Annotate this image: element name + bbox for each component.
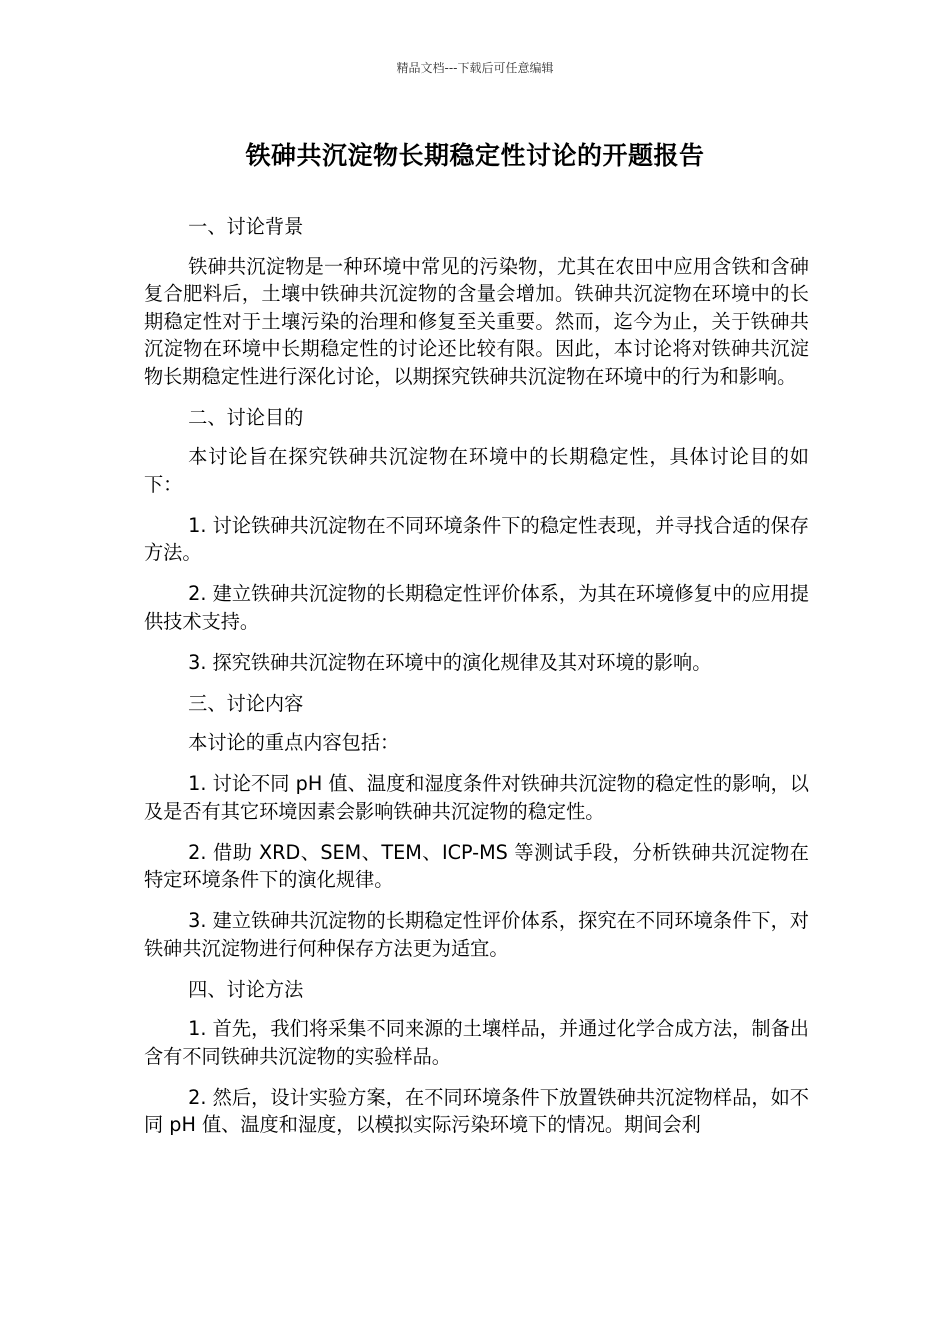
document-title: 铁砷共沉淀物长期稳定性讨论的开题报告 <box>245 141 705 170</box>
list-item-purpose-3: 3. 探究铁砷共沉淀物在环境中的演化规律及其对环境的影响。 <box>188 650 712 674</box>
list-item-purpose-1: 1. 讨论铁砷共沉淀物在不同环境条件下的稳定性表现，并寻找合适的保存方法。 <box>144 513 809 564</box>
section-heading-background: 一、讨论背景 <box>188 215 304 238</box>
list-item-content-2: 2. 借助 XRD、SEM、TEM、ICP-MS 等测试手段，分析铁砷共沉淀物在特定环境条件下的演化规律。 <box>144 840 809 891</box>
paragraph-content-intro: 本讨论的重点内容包括： <box>188 731 400 754</box>
header-note: 精品文档---下载后可任意编辑 <box>396 61 554 75</box>
list-item-method-1: 1. 首先，我们将采集不同来源的土壤样品，并通过化学合成方法，制备出含有不同铁砷共沉淀物的实验样品。 <box>144 1017 809 1068</box>
list-item-content-1: 1. 讨论不同 pH 值、温度和湿度条件对铁砷共沉淀物的稳定性的影响，以及是否有其它环境因素会影响铁砷共沉淀物的稳定性。 <box>144 772 809 823</box>
section-heading-method: 四、讨论方法 <box>188 977 304 1001</box>
list-item-method-2: 2. 然后，设计实验方案，在不同环境条件下放置铁砷共沉淀物样品，如不同 pH 值、温度和湿度，以模拟实际污染环境下的情况。期间会利 <box>144 1085 809 1136</box>
section-heading-content: 三、讨论内容 <box>188 691 304 715</box>
paragraph-background: 铁砷共沉淀物是一种环境中常见的污染物，尤其在农田中应用含铁和含砷复合肥料后，土壤中铁砷共沉淀物的含量会增加。铁砷共沉淀物在环境中的长期稳定性对于土壤污染的治理和修复至关重要。然而，迄今为止，关于铁砷共沉淀物在环境中长期稳定性的讨论还比较有限。因此，本讨论将对铁砷共沉淀物长期稳定性进行深化讨论，以期探究铁砷共沉淀物在环境中的行为和影响。 <box>144 254 809 388</box>
document-body <box>144 213 809 1152</box>
list-item-content-3: 3. 建立铁砷共沉淀物的长期稳定性评价体系，探究在不同环境条件下，对铁砷共沉淀物进行何种保存方法更为适宜。 <box>144 909 809 960</box>
section-heading-purpose: 二、讨论目的 <box>188 405 304 429</box>
paragraph-purpose-intro: 本讨论旨在探究铁砷共沉淀物在环境中的长期稳定性，具体讨论目的如下： <box>144 445 809 496</box>
list-item-purpose-2: 2. 建立铁砷共沉淀物的长期稳定性评价体系，为其在环境修复中的应用提供技术支持。 <box>144 582 809 633</box>
